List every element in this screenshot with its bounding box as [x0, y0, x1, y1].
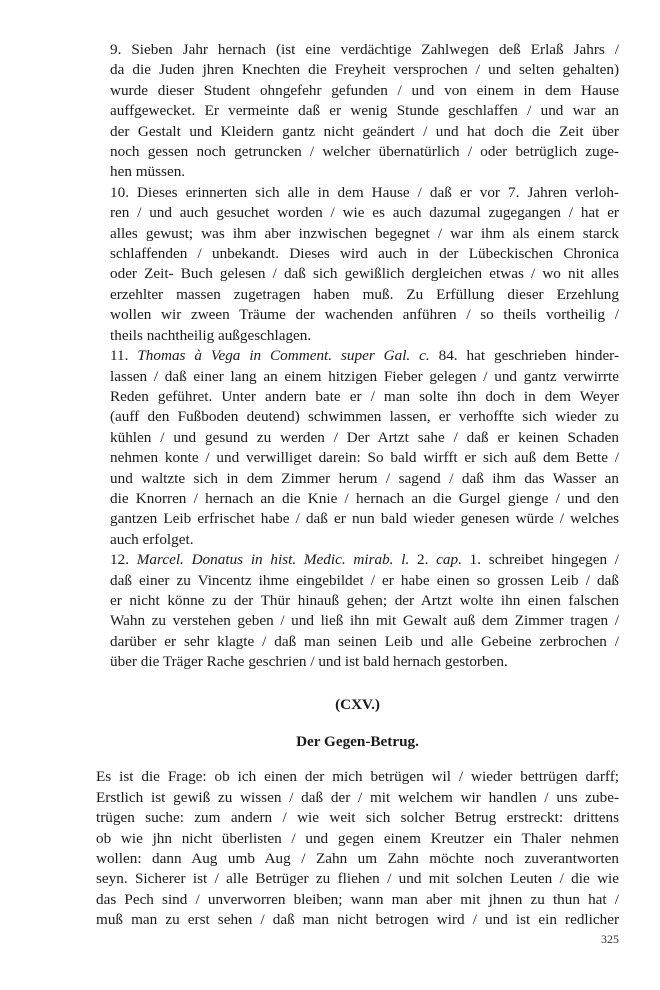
text-line: und waltzte sich in dem Zimmer herum / sagend / daß ihm das Wasser an	[110, 469, 619, 487]
text-line: gantzen Leib erfrischet habe / daß er nun bald wieder genesen würde / welches	[110, 510, 619, 528]
text-line: hen müssen.	[110, 163, 186, 181]
text-fragment: 2.	[409, 551, 437, 569]
text-line: darüber er sehr klagte / daß man seinen Leib und alle Gebeine zerbrochen /	[110, 632, 619, 650]
text-line: auch erfolget.	[110, 530, 194, 548]
page-number: 325	[601, 932, 619, 946]
text-line: der Gestalt und Kleidern gantz nicht geändert / und hat doch die Zeit über	[110, 122, 619, 140]
text-line: ob wie jhn nicht überlisten / und gegen einem Kreutzer ein Thaler nehmen	[96, 829, 619, 847]
text-line: wollen: dann Aug umb Aug / Zahn um Zahn möchte noch zuverantworten	[96, 850, 619, 868]
paragraph-number: 9.	[110, 41, 122, 58]
source-citation: Thomas à Vega in Comment. super Gal. c.	[137, 347, 430, 365]
text-line: erzehlter massen zugetragen haben muß. Zu Erfüllung dieser Erzehlung	[110, 285, 619, 303]
text-line: 84. hat geschrieben hinder-	[429, 347, 619, 365]
text-line: Reden geführet. Unter andern bate er / man solte ihn doch in dem Weyer	[110, 387, 619, 405]
paragraph-9	[96, 40, 619, 183]
text-line: er nicht könne zu der Thür hinauß gehen; der Artzt wolte ihn einen falschen	[110, 591, 619, 609]
text-line: das Pech sind / unverworren bleiben; wann man aber mit jhnen zu thun hat /	[96, 890, 619, 908]
text-line: schlaffenden / unbekandt. Dieses wird auch in der Lübeckischen Chronica	[110, 245, 619, 263]
text-line: kühlen / und gesund zu werden / Der Artzt sahe / daß er keinen Schaden	[110, 428, 619, 446]
paragraph-12	[96, 550, 619, 672]
text-line: auffgewecket. Er vermeinte daß er wenig Stunde geschlaffen / und war an	[110, 102, 619, 120]
text-line: die Knorren / hernach an die Knie / hernach an die Gurgel gienge / und den	[110, 489, 619, 507]
text-line: Sieben Jahr hernach (ist eine verdächtige Zahlwegen deß Erlaß Jahrs /	[131, 41, 619, 58]
text-line: Wahn zu verstehen geben / und ließ ihn mit Gewalt auß dem Zimmer tragen /	[110, 612, 619, 630]
text-line: ren / und auch gesuchet worden / wie es auch dazumal zugegangen / hat er	[110, 204, 619, 222]
paragraph-number: 11.	[110, 347, 129, 365]
text-line: 1. schreibet hingegen /	[461, 551, 620, 569]
text-line: Erstlich ist gewiß zu wissen / daß der / mit welchem wir handlen / uns zube-	[96, 788, 619, 806]
text-line: nehmen konte / und verwilliget darein: So bald wirfft er sich auß dem Bette /	[110, 449, 619, 467]
text-line: seyn. Sicherer ist / alle Betrüger zu fliehen / und mit solchen Leuten / die wie	[96, 870, 619, 888]
source-citation: Marcel. Donatus in hist. Medic. mirab. l.	[136, 551, 410, 569]
section-number: (CXV.)	[335, 695, 380, 713]
text-line: noch gessen noch getruncken / welcher übernatürlich / oder betrüglich zuge-	[110, 143, 619, 161]
section-body	[96, 767, 619, 930]
text-line: Es ist die Frage: ob ich einen der mich betrügen wil / wieder bettrügen darff;	[96, 768, 619, 786]
text-line: theils nachtheilig außgeschlagen.	[110, 326, 312, 344]
section-title: Der Gegen-Betrug.	[296, 733, 419, 750]
text-line: muß man zu erst sehen / daß man nicht betrogen wird / und ist ein redlicher	[96, 911, 619, 929]
book-page	[96, 40, 619, 931]
text-line: alles gewust; was ihm aber inzwischen begegnet / war ihm als einem starck	[110, 224, 619, 242]
text-line: über die Träger Rache geschrien / und ist bald hernach gestorben.	[110, 653, 508, 671]
text-line: wurde dieser Student ohngefehr gefunden / und von einem in dem Hause	[110, 81, 619, 99]
paragraph-11	[96, 346, 619, 550]
text-line: wollen wir zween Träume der wachenden anführen / so theils vortheilig /	[110, 306, 619, 324]
paragraph-number: 12.	[110, 551, 129, 569]
paragraph-10	[96, 183, 619, 346]
text-line: da die Juden jhren Knechten die Freyheit versprochen / und selten gehalten)	[110, 61, 619, 79]
text-line: (auff den Fußboden deutend) schwimmen lassen, er verhoffte sich wieder zu	[110, 408, 619, 426]
text-line: lassen / daß einer lang an einem hitzigen Fieber gelegen / und gantz verwirrte	[110, 367, 619, 385]
text-line: daß einer zu Vincentz ihme eingebildet / er habe einen so grossen Leib / daß	[110, 571, 619, 589]
text-line: Dieses erinnerten sich alle in dem Hause / daß er vor 7. Jahren verloh-	[137, 183, 619, 201]
paragraph-number: 10.	[110, 183, 129, 201]
text-line: oder Zeit- Buch gelesen / daß sich gewißlich dergleichen etwas / wo nit alles	[110, 265, 619, 283]
source-citation: cap.	[436, 551, 462, 569]
text-line: trügen suche: zum andern / wie weit sich solcher Betrug erstreckt: drittens	[96, 809, 619, 827]
